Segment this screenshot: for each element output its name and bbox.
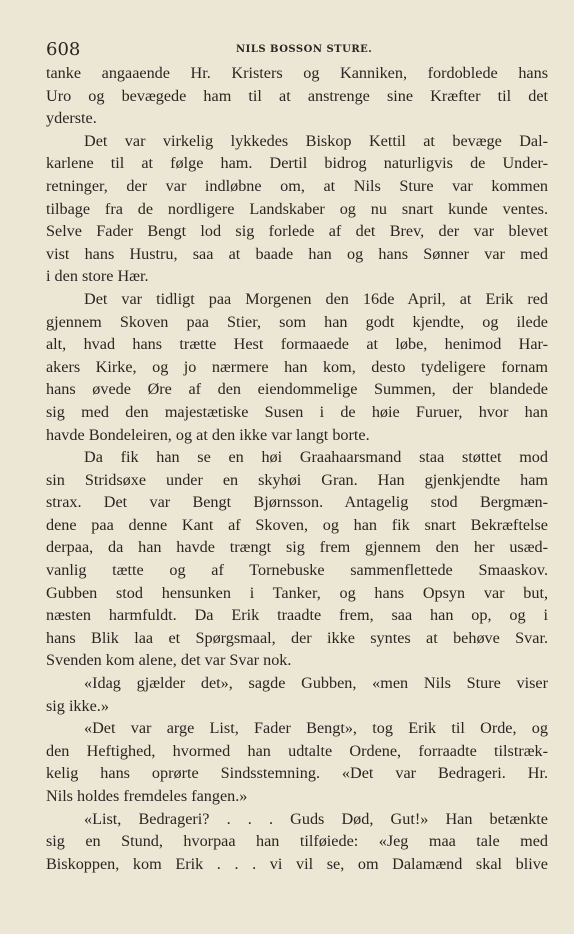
text-line: sig med den majestætiske Susen i de høie Furuer, hvor han (46, 402, 548, 421)
running-title: NILS BOSSON STURE. (236, 44, 373, 55)
text-line: Gubben stod hensunken i Tanker, og hans Opsyn var but, (46, 583, 548, 602)
text-line: gjennem Skoven paa Stier, som han godt kjendte, og ilede (46, 312, 548, 331)
text-line: hans øvede Øre af den eiendommelige Summen, der blandede (46, 380, 548, 399)
text-line: derpaa, da han havde trængt sig frem gjennem den her usæd- (46, 538, 548, 557)
text-line: havde Bondeleiren, og at den ikke var langt borte. (46, 425, 370, 444)
text-line: akers Kirke, og jo nærmere han kom, desto tydeligere fornam (46, 357, 548, 376)
text-line: «Det var arge List, Fader Bengt», tog Erik til Orde, og (84, 719, 548, 738)
text-line: Uro og bevægede ham til at anstrenge sine Kræfter til det (46, 86, 548, 105)
text-line: Da fik han se en høi Graahaarsmand staa støttet mod (84, 448, 548, 467)
text-line: dene paa denne Kant af Skoven, og han fik snart Bekræftelse (46, 515, 548, 534)
text-line: Biskoppen, kom Erik . . . vi vil se, om Dalamænd skal blive (46, 854, 548, 873)
page-header (46, 40, 546, 60)
text-line: vanlig tætte og af Tornebuske sammenflettede Smaaskov. (46, 561, 548, 580)
text-line: karlene til at følge ham. Dertil bidrog naturligvis de Under- (46, 154, 548, 173)
body-text (46, 62, 548, 875)
text-line: vist hans Hustru, saa at baade han og hans Sønner var med (46, 244, 548, 263)
text-line: yderste. (46, 109, 97, 128)
text-line: «Idag gjælder det», sagde Gubben, «men Nils Sture viser (84, 674, 548, 693)
text-line: tanke angaaende Hr. Kristers og Kanniken, fordoblede hans (46, 64, 548, 82)
text-line: retninger, der var indløbne om, at Nils Sture var kommen (46, 176, 548, 195)
text-line: Selve Fader Bengt lod sig forlede af det Brev, der var blevet (46, 222, 548, 241)
text-line: næsten harmfuldt. Da Erik traadte frem, saa han op, og i (46, 606, 548, 625)
text-line: Svenden kom alene, det var Svar nok. (46, 651, 292, 670)
text-line: kelig hans oprørte Sindsstemning. «Det var Bedrageri. Hr. (46, 764, 548, 783)
text-line: hans Blik laa et Spørgsmaal, der ikke syntes at behøve Svar. (46, 628, 548, 647)
text-line: Det var virkelig lykkedes Biskop Kettil at bevæge Dal- (84, 131, 548, 150)
text-line: sig ikke.» (46, 696, 109, 715)
text-line: Det var tidligt paa Morgenen den 16de April, at Erik red (84, 289, 548, 308)
text-line: i den store Hær. (46, 267, 149, 286)
text-line: tilbage fra de nordligere Landskaber og nu snart kunde ventes. (46, 199, 548, 218)
text-line: strax. Det var Bengt Bjørnsson. Antagelig stod Bergmæn- (46, 493, 548, 512)
text-line: sin Stridsøxe under en skyhøi Gran. Han gjenkjendte ham (46, 470, 548, 489)
text-line: alt, hvad hans trætte Hest formaaede at løbe, henimod Har- (46, 335, 548, 354)
text-line: «List, Bedrageri? . . . Guds Død, Gut!» Han betænkte (84, 809, 548, 828)
page-number: 608 (46, 39, 81, 60)
text-line: sig en Stund, hvorpaa han tilføiede: «Jeg maa tale med (46, 832, 548, 851)
text-line: den Heftighed, hvormed han udtalte Ordene, forraadte tilstræk- (46, 741, 548, 760)
text-line: Nils holdes fremdeles fangen.» (46, 787, 248, 805)
